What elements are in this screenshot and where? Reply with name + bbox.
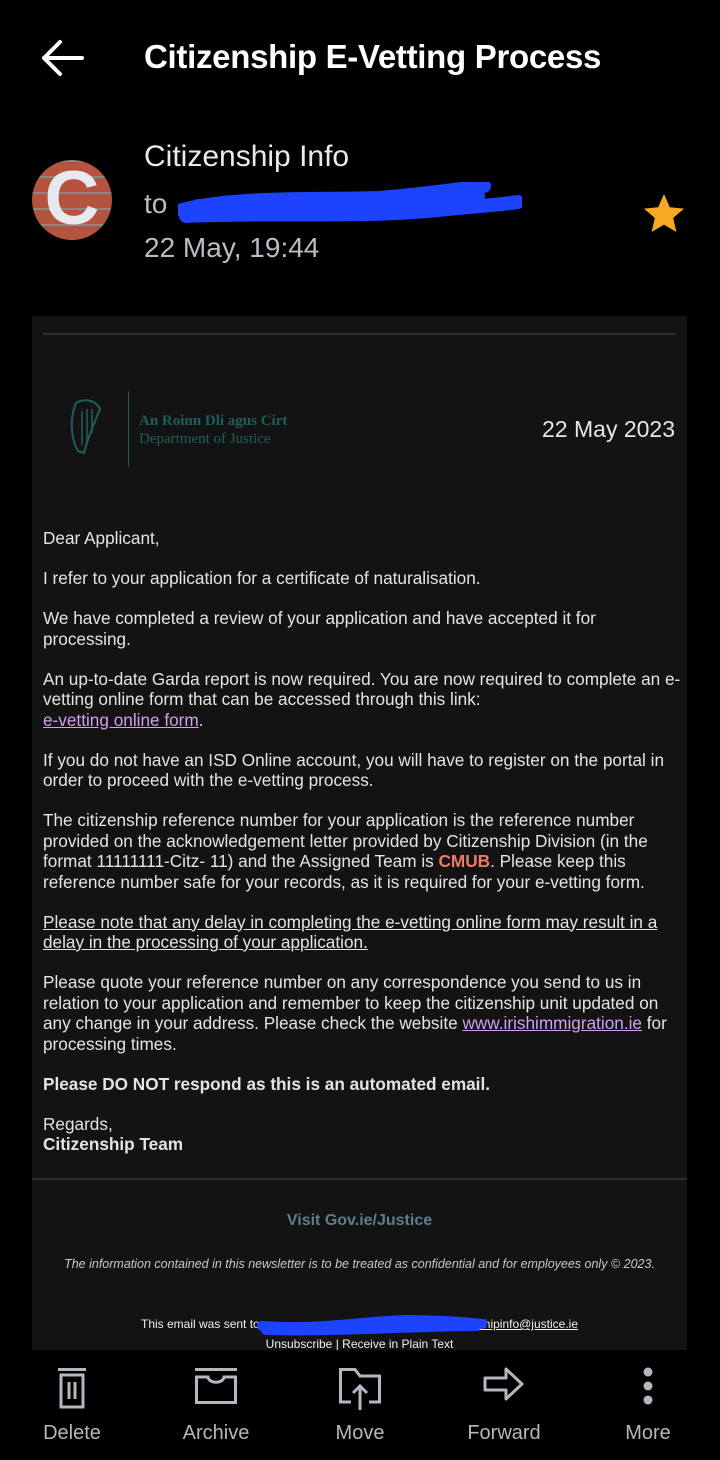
paragraph-5-end: . Please keep this reference number safe for your records, as it is required for your e-vetting form. [43,851,645,892]
sent-prefix: This email was sent to [141,1317,260,1331]
paragraph-4: If you do not have an ISD Online account, you will have to register on the portal in order to proceed with the e-vetting process. [43,749,665,790]
harp-icon [66,397,108,457]
forward-button[interactable] [432,1350,576,1460]
more-vertical-icon [642,1366,654,1406]
footer-divider [32,1178,687,1180]
delete-label: Delete [43,1422,101,1444]
delay-notice: Please note that any delay in completing the e-vetting online form may result in a delay in the processing of your application. [43,911,658,952]
paragraph-7 [43,972,683,1054]
signoff [43,1114,683,1155]
paragraph-3-text: An up-to-date Garda report is now required. You are now required to complete an e-vetting online form that can be accessed through this link: [43,668,681,709]
more-button[interactable] [576,1350,720,1460]
sender-avatar[interactable] [32,160,112,240]
paragraph-7-text: Please quote your reference number on any correspondence you send to us in relation to your application and remember to keep the citizenship unit updated on any change in your address. Please check the website [43,972,659,1033]
sent-from: from [416,1317,441,1331]
automated-notice: Please DO NOT respond as this is an automated email. [43,1073,491,1094]
more-label: More [625,1422,671,1444]
paragraph-7-end: for processing times. [43,1013,667,1054]
unsubscribe-line [32,1337,687,1350]
visit-gov-link[interactable]: Visit Gov.ie/Justice [286,1212,433,1229]
top-app-bar [0,0,720,120]
email-subject: Citizenship E-Vetting Process [144,38,602,75]
letter-date: 22 May 2023 [542,416,675,442]
sender-email-link[interactable]: citizenshipinfo@justice.ie [443,1317,578,1331]
to-label: to [144,188,168,219]
move-folder-icon [337,1366,383,1410]
logo-english-text: Department of Justice [139,431,271,447]
recipient-line[interactable] [144,188,167,220]
greeting: Dear Applicant, [43,528,160,548]
bottom-action-bar [0,1350,720,1460]
paragraph-3-end: . [198,709,204,730]
forward-arrow-icon [482,1366,526,1402]
letter-body [43,528,683,1155]
move-label: Move [335,1422,385,1444]
separator: | [332,1337,343,1350]
archive-button[interactable] [144,1350,288,1460]
e-vetting-form-link[interactable]: e-vetting online form [43,709,199,730]
confidential-notice: The information contained in this newsletter is to be treated as confidential and for employees only © 2023. [64,1257,655,1271]
regards: Regards, [43,1113,113,1134]
signature: Citizenship Team [43,1134,184,1154]
redaction-scribble-footer [256,1312,488,1338]
archive-icon [193,1366,239,1406]
header-divider [43,333,676,335]
recipient-email[interactable]: .com [387,1317,414,1331]
logo-divider [128,391,129,467]
unsubscribe-link[interactable]: Unsubscribe [265,1337,333,1350]
avatar-letter: C [44,160,100,240]
sender-name[interactable]: Citizenship Info [144,140,350,173]
assigned-team: CMUB [438,851,491,871]
paragraph-5-text: The citizenship reference number for your application is the reference number provided on the acknowledgement letter provided by Citizenship Division (in the format 11111111-Citz- 11) and the Assigned Team is [43,810,648,871]
back-arrow-icon[interactable] [38,38,86,78]
paragraph-3 [43,669,683,731]
received-timestamp: 22 May, 19:44 [144,232,320,263]
trash-icon [52,1366,92,1410]
archive-label: Archive [182,1422,250,1444]
department-logo [66,391,306,471]
paragraph-2: We have completed a review of your application and have accepted it for processing. [43,608,596,649]
plain-text-link[interactable]: Receive in Plain Text [342,1337,454,1350]
paragraph-5 [43,810,683,892]
move-button[interactable] [288,1350,432,1460]
redaction-scribble [178,182,522,224]
irish-immigration-link[interactable]: www.irishimmigration.ie [462,1013,642,1033]
star-icon[interactable] [640,190,688,238]
email-body-card [32,316,687,1350]
logo-irish-text: An Roinn Dlí agus Cirt [139,413,288,429]
paragraph-1: I refer to your application for a certificate of naturalisation. [43,568,481,588]
forward-label: Forward [467,1422,541,1444]
delete-button[interactable] [0,1350,144,1460]
